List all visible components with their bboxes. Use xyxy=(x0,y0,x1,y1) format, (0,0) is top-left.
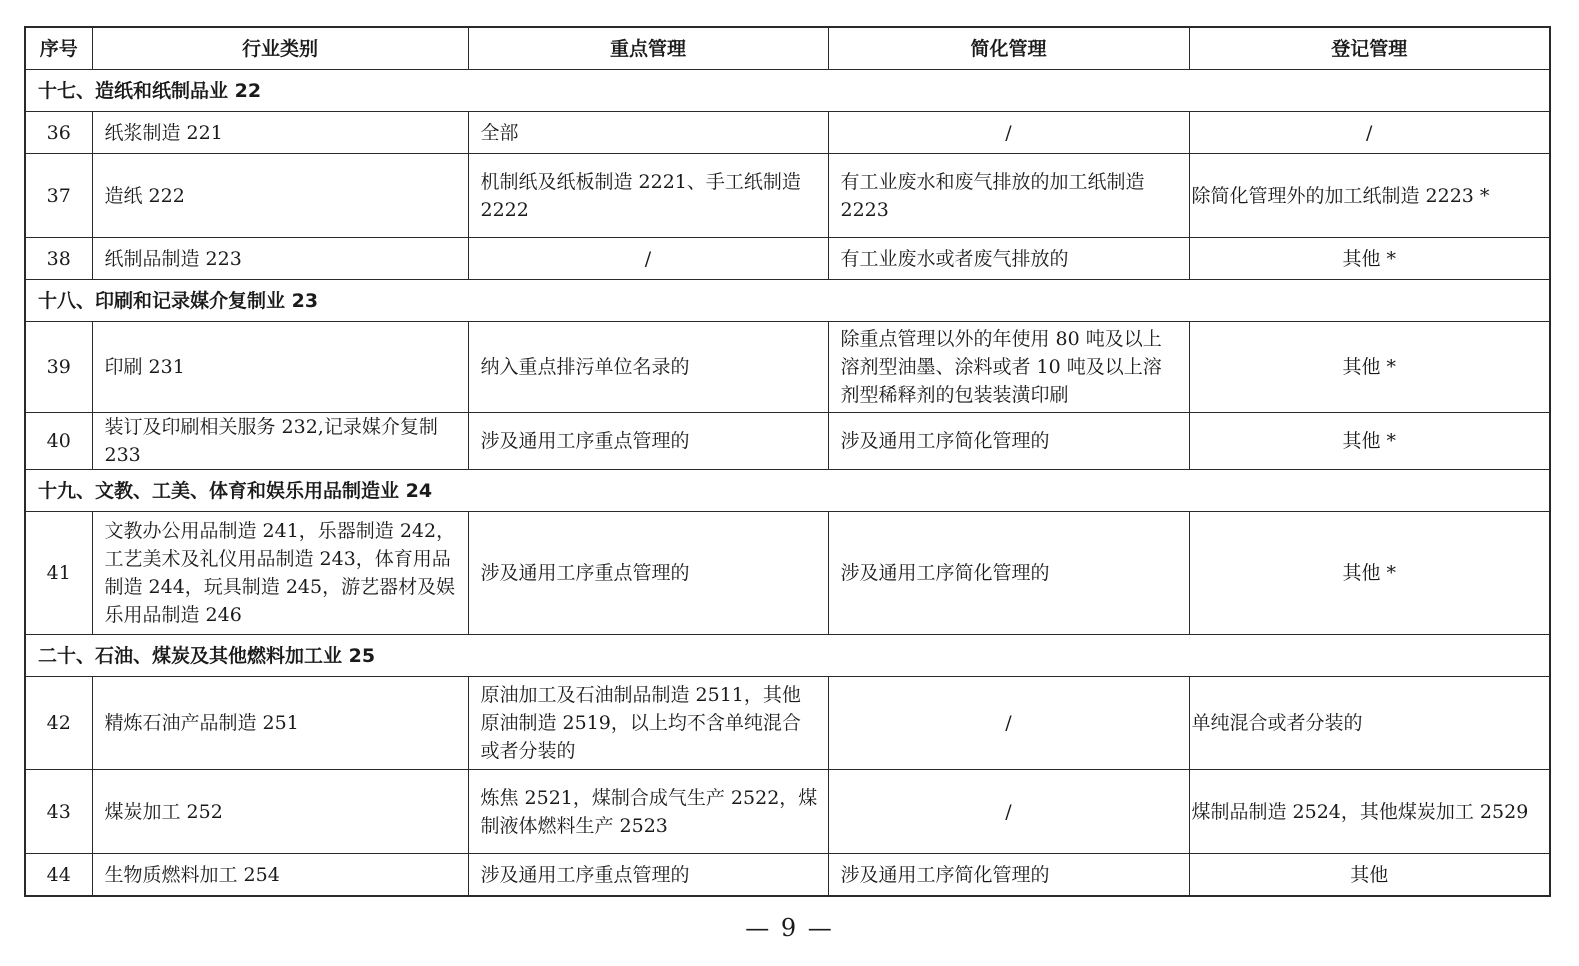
row-no: 38 xyxy=(25,238,92,280)
row-registration: 其他 * xyxy=(1189,413,1550,470)
row-key: 原油加工及石油制品制造 2511，其他原油制造 2519，以上均不含单纯混合或者分装的 xyxy=(468,677,828,770)
page-number: — 9 — xyxy=(745,914,834,942)
header-key-management: 重点管理 xyxy=(468,27,828,70)
table-header-row xyxy=(25,27,1550,70)
row-key: 涉及通用工序重点管理的 xyxy=(468,512,828,635)
table-row xyxy=(25,677,1550,770)
header-registration-management: 登记管理 xyxy=(1189,27,1550,70)
industry-management-table xyxy=(24,26,1551,897)
row-simplified: 涉及通用工序简化管理的 xyxy=(828,512,1189,635)
table-row xyxy=(25,154,1550,238)
table-row xyxy=(25,112,1550,154)
row-no: 44 xyxy=(25,854,92,897)
header-simplified-management: 简化管理 xyxy=(828,27,1189,70)
row-key: 纳入重点排污单位名录的 xyxy=(468,322,828,413)
row-category: 造纸 222 xyxy=(92,154,468,238)
row-category: 煤炭加工 252 xyxy=(92,770,468,854)
table-row xyxy=(25,512,1550,635)
section-row xyxy=(25,635,1550,677)
row-key: 机制纸及纸板制造 2221、手工纸制造 2222 xyxy=(468,154,828,238)
row-registration: / xyxy=(1189,112,1550,154)
section-title: 十八、印刷和记录媒介复制业 23 xyxy=(25,280,1550,322)
section-title: 十七、造纸和纸制品业 22 xyxy=(25,70,1550,112)
table-row xyxy=(25,854,1550,897)
row-key: 全部 xyxy=(468,112,828,154)
section-row xyxy=(25,470,1550,512)
row-simplified: 涉及通用工序简化管理的 xyxy=(828,413,1189,470)
row-simplified: 除重点管理以外的年使用 80 吨及以上溶剂型油墨、涂料或者 10 吨及以上溶剂型稀释剂的包装装潢印刷 xyxy=(828,322,1189,413)
row-no: 41 xyxy=(25,512,92,635)
row-no: 43 xyxy=(25,770,92,854)
row-category: 印刷 231 xyxy=(92,322,468,413)
row-simplified: 有工业废水和废气排放的加工纸制造 2223 xyxy=(828,154,1189,238)
row-category: 文教办公用品制造 241，乐器制造 242，工艺美术及礼仪用品制造 243，体育用品制造 244，玩具制造 245，游艺器材及娱乐用品制造 246 xyxy=(92,512,468,635)
header-category: 行业类别 xyxy=(92,27,468,70)
row-category: 纸制品制造 223 xyxy=(92,238,468,280)
table-row xyxy=(25,322,1550,413)
row-simplified: / xyxy=(828,677,1189,770)
row-category: 生物质燃料加工 254 xyxy=(92,854,468,897)
section-row xyxy=(25,280,1550,322)
row-simplified: / xyxy=(828,112,1189,154)
row-simplified: 有工业废水或者废气排放的 xyxy=(828,238,1189,280)
row-registration: 煤制品制造 2524，其他煤炭加工 2529 xyxy=(1189,770,1550,854)
row-simplified: / xyxy=(828,770,1189,854)
row-category: 精炼石油产品制造 251 xyxy=(92,677,468,770)
table-row xyxy=(25,770,1550,854)
row-no: 36 xyxy=(25,112,92,154)
section-title: 十九、文教、工美、体育和娱乐用品制造业 24 xyxy=(25,470,1550,512)
row-key: 涉及通用工序重点管理的 xyxy=(468,413,828,470)
row-no: 42 xyxy=(25,677,92,770)
row-category: 纸浆制造 221 xyxy=(92,112,468,154)
row-no: 40 xyxy=(25,413,92,470)
row-no: 37 xyxy=(25,154,92,238)
row-registration: 其他 xyxy=(1189,854,1550,897)
row-registration: 其他 * xyxy=(1189,322,1550,413)
header-no: 序号 xyxy=(25,27,92,70)
row-registration: 其他 * xyxy=(1189,238,1550,280)
row-registration: 单纯混合或者分装的 xyxy=(1189,677,1550,770)
row-registration: 除简化管理外的加工纸制造 2223 * xyxy=(1189,154,1550,238)
row-no: 39 xyxy=(25,322,92,413)
table-row xyxy=(25,238,1550,280)
section-title: 二十、石油、煤炭及其他燃料加工业 25 xyxy=(25,635,1550,677)
table-row xyxy=(25,413,1550,470)
row-key: 涉及通用工序重点管理的 xyxy=(468,854,828,897)
row-registration: 其他 * xyxy=(1189,512,1550,635)
row-key: 炼焦 2521，煤制合成气生产 2522，煤制液体燃料生产 2523 xyxy=(468,770,828,854)
section-row xyxy=(25,70,1550,112)
row-key: / xyxy=(468,238,828,280)
row-simplified: 涉及通用工序简化管理的 xyxy=(828,854,1189,897)
row-category: 装订及印刷相关服务 232,记录媒介复制 233 xyxy=(92,413,468,470)
